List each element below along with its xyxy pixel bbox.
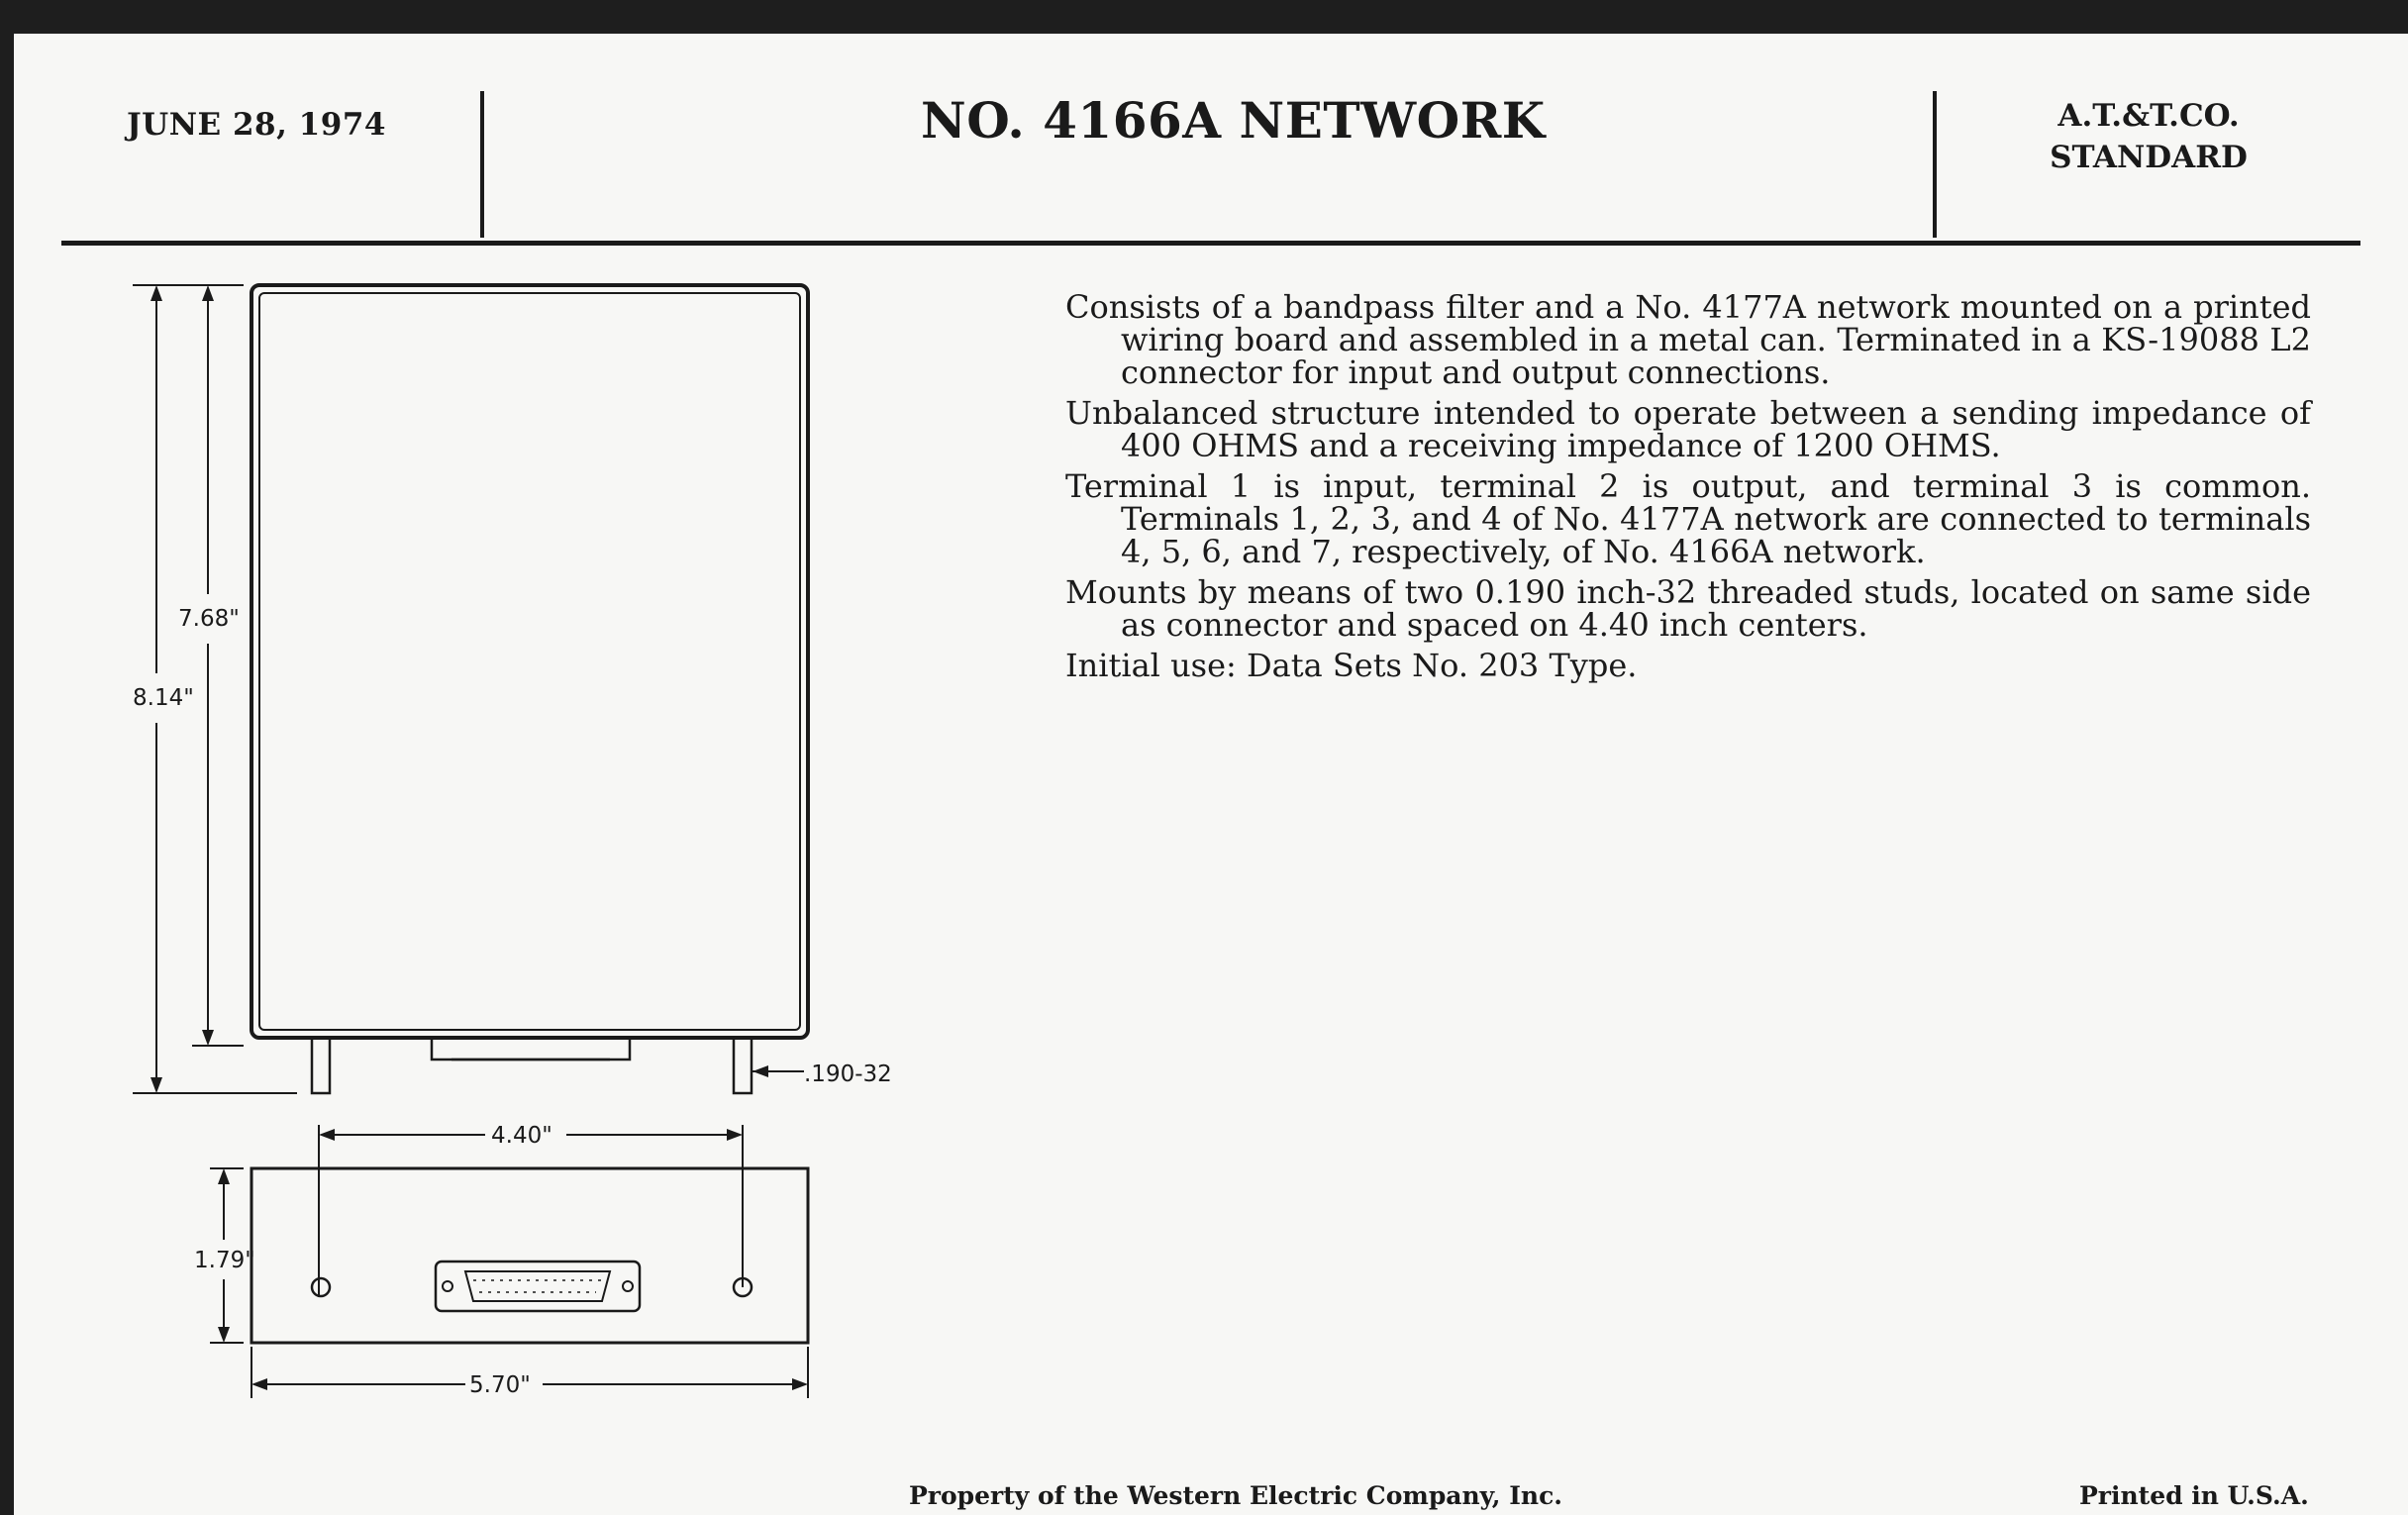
description-paragraph-5: Initial use: Data Sets No. 203 Type.: [1065, 647, 1638, 684]
dimension-width: 5.70": [469, 1372, 531, 1398]
standard-mark: [2030, 95, 2267, 178]
dsub-connector: [436, 1262, 640, 1311]
footer-printed-notice: Printed in U.S.A.: [2079, 1481, 2309, 1510]
standard-line-2: STANDARD: [2050, 140, 2248, 175]
description: [1065, 288, 2311, 690]
dimension-stud-spacing: 4.40": [491, 1123, 552, 1149]
description-paragraph-4: Mounts by means of two 0.190 inch-32 threaded studs, located on same side as connector and spaced on 4.40 inch centers.: [1065, 573, 2311, 644]
stud-left: [312, 1038, 330, 1093]
description-paragraph-3: Terminal 1 is input, terminal 2 is output, and terminal 3 is common. Terminals 1, 2, 3, and 4 of No. 4177A network are connected to terminals 4, 5, 6, and 7, respectively, of No. 4166A network.: [1065, 467, 2311, 570]
description-paragraph-2: Unbalanced structure intended to operate between a sending impedance of 400 OHMS and a receiving impedance of 1200 OHMS.: [1065, 394, 2311, 464]
standard-line-1: A.T.&T.CO.: [2057, 98, 2240, 134]
connector-outline: [432, 1038, 630, 1060]
enclosure-front-view: [251, 285, 808, 1038]
footer-property-notice: Property of the Western Electric Company, Inc.: [909, 1481, 1563, 1510]
stud-thread-label: .190-32: [804, 1061, 892, 1087]
dimension-height-outer: 8.14": [133, 685, 194, 711]
enclosure-bottom-view: [251, 1168, 808, 1343]
header-divider-right: [1933, 91, 1937, 238]
page-title: NO. 4166A NETWORK: [921, 91, 1546, 150]
stud-right: [734, 1038, 752, 1093]
dimension-depth: 1.79": [194, 1248, 255, 1273]
network-drawing: [0, 0, 990, 1446]
stud-hole-left: [312, 1278, 330, 1296]
issue-date: JUNE 28, 1974: [127, 107, 386, 143]
description-paragraph-1: Consists of a bandpass filter and a No. 4177A network mounted on a printed wiring board and assembled in a metal can. Terminated in a KS-19088 L2 connector for input and output connections.: [1065, 288, 2311, 391]
dimension-height-inner: 7.68": [178, 606, 240, 632]
